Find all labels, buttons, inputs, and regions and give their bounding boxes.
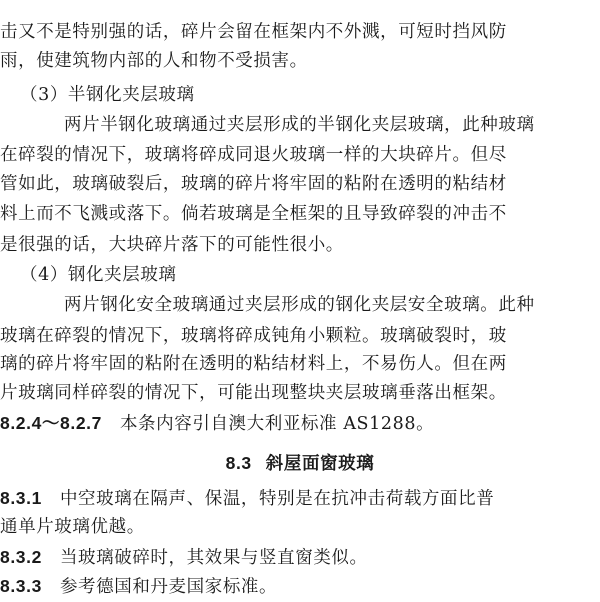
paragraph-line: 管如此，玻璃破裂后，玻璃的碎片将牢固的粘附在透明的粘结材 <box>0 173 507 194</box>
paragraph-line: 在碎裂的情况下，玻璃将碎成同退火玻璃一样的大块碎片。但尽 <box>0 145 507 166</box>
paragraph-line: 两片半钢化玻璃通过夹层形成的半钢化夹层玻璃，此种玻璃 <box>64 114 535 135</box>
clause-number: 8.3.3 <box>0 576 42 596</box>
paragraph-line: 击又不是特别强的话，碎片会留在框架内不外溅，可短时挡风防 <box>0 22 507 42</box>
clause-text: 参考德国和丹麦国家标准。 <box>59 577 278 597</box>
paragraph-line: 玻璃在碎裂的情况下，玻璃将碎成钝角小颗粒。玻璃破裂时，玻 <box>0 325 507 346</box>
paragraph-line: 通单片玻璃优越。 <box>0 517 145 538</box>
paragraph-line: 两片钢化安全玻璃通过夹层形成的钢化夹层安全玻璃。此种 <box>64 295 535 316</box>
clause-text: 当玻璃破碎时，其效果与竖直窗类似。 <box>59 548 368 569</box>
clause-text: 中空玻璃在隔声、保温，特别是在抗冲击荷载方面比普 <box>59 489 495 510</box>
paragraph-line: 璃的碎片将牢固的粘附在透明的粘结材料上，不易伤人。但在两 <box>0 354 507 375</box>
clause-number: 8.3.2 <box>0 547 42 568</box>
clause-text: 本条内容引自澳大利亚标准 AS1288。 <box>119 414 435 435</box>
subsection-title-4: （4）钢化夹层玻璃 <box>20 265 177 286</box>
clause-8-3-2 <box>0 543 368 572</box>
paragraph-line: 料上而不飞溅或落下。倘若玻璃是全框架的且导致碎裂的冲击不 <box>0 204 507 225</box>
clause-8-3-1 <box>0 484 494 513</box>
clause-8-2-4 <box>0 409 434 438</box>
clause-number: 8.2.4～8.2.7 <box>0 413 102 434</box>
paragraph-line: 是很强的话，大块碎片落下的可能性很小。 <box>0 234 344 255</box>
clause-8-3-3 <box>0 572 277 601</box>
subsection-title-3: （3）半钢化夹层玻璃 <box>20 84 195 105</box>
section-heading-8-3 <box>0 449 600 478</box>
paragraph-line: 片玻璃同样碎裂的情况下，可能出现整块夹层玻璃垂落出框架。 <box>0 382 507 403</box>
paragraph-line: 雨，使建筑物内部的人和物不受损害。 <box>0 50 308 71</box>
clause-number: 8.3.1 <box>0 488 42 509</box>
section-number: 8.3 <box>225 452 252 473</box>
section-title: 斜屋面窗玻璃 <box>265 453 375 474</box>
